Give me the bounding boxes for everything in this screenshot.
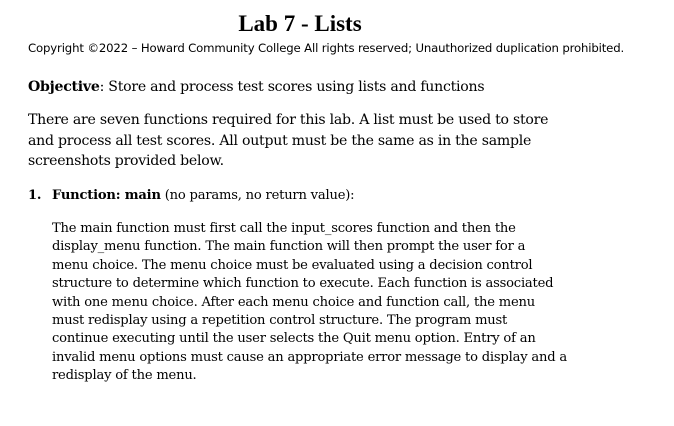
description-line: continue executing until the user selects the Quit menu option. Entry of an [52,331,536,347]
function-signature: (no params, no return value): [160,188,355,203]
description-line: The main function must first call the input_scores function and then the [52,221,516,236]
objective-line [28,77,484,97]
objective-label: Objective [28,79,100,95]
description-line: redisplay of the menu. [52,368,197,384]
function-description-main [52,220,612,386]
objective-text: : Store and process test scores using lists and functions [99,79,485,95]
description-line: invalid menu options must cause an appropriate error message to display and a [52,349,567,365]
description-line: must redisplay using a repetition control structure. The program must [52,313,508,329]
intro-line: There are seven functions required for this lab. A list must be used to store [28,112,549,128]
intro-line: and process all test scores. All output must be the same as in the sample [28,132,532,149]
description-line: menu choice. The menu choice must be evaluated using a decision control [52,257,533,273]
description-line: display_menu function. The main function will then prompt the user for a [52,239,526,255]
list-number: 1. [28,188,42,203]
document-title: Lab 7 - Lists [238,11,362,36]
description-line: with one menu choice. After each menu choice and function call, the menu [52,294,536,310]
copyright-notice: Copyright ©2022 – Howard Community College All rights reserved; Unauthorized duplication prohibited. [28,41,625,55]
intro-line: screenshots provided below. [28,153,224,169]
function-heading-main [28,186,354,206]
intro-paragraph [28,110,588,172]
function-name: Function: main [52,188,161,203]
description-line: structure to determine which function to execute. Each function is associated [52,276,554,292]
